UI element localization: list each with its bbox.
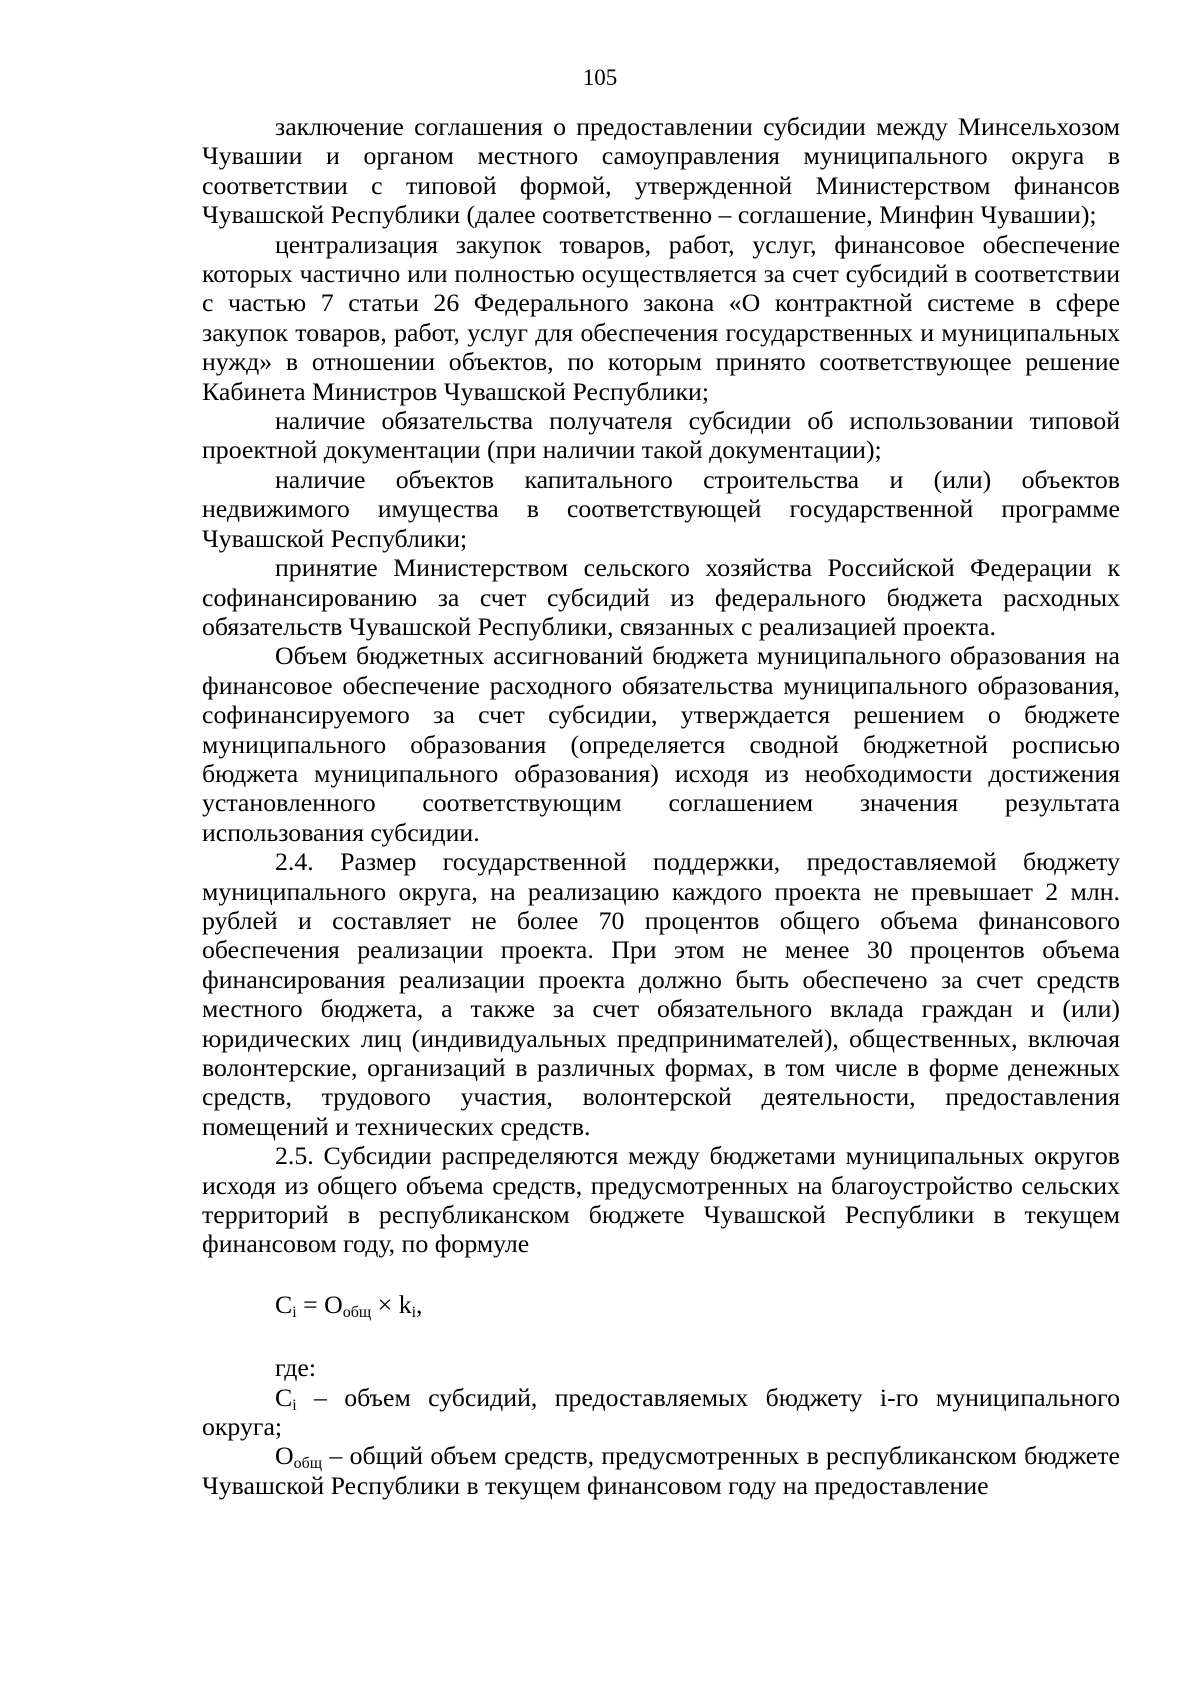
where-label: где: <box>275 1353 317 1383</box>
formula-equals: = <box>296 1289 325 1319</box>
page-number: 105 <box>582 65 618 90</box>
paragraph: централизация закупок товаров, работ, услуг, финансовое обеспечение которых частично или полностью осуществляется за счет субсидий в соответствии с частью 7 статьи 26 Федерального закона «О контрактной системе в сфере закупок товаров, работ, услуг для обеспечения государственных и муниципальных нужд» в отношении объектов, по которым принято соответствующее решение Кабинета Министров Чувашской Республики; <box>202 229 1120 406</box>
formula-o-sub: общ <box>342 1303 372 1321</box>
formula-k: k <box>398 1289 412 1319</box>
definition <box>202 1441 1120 1500</box>
paragraph: наличие объектов капитального строительства и (или) объектов недвижимого имущества в соответствующей государственной программе Чувашской Республики; <box>202 464 1120 553</box>
definition <box>202 1383 1120 1442</box>
definition-symbol-sub: общ <box>293 1455 323 1473</box>
definition-text: – общий объем средств, предусмотренных в республиканском бюджете Чувашской Республики в текущем финансовом году на предоставление <box>202 1441 1120 1500</box>
formula-c-sub: i <box>292 1303 297 1321</box>
definition-symbol: C <box>275 1382 293 1412</box>
document-body <box>202 112 1120 1500</box>
formula-tail: , <box>416 1289 423 1319</box>
paragraph: 2.4. Размер государственной поддержки, предоставляемой бюджету муниципального округа, на реализацию каждого проекта не превышает 2 млн. рублей и составляет не более 70 процентов общего объема финансового обеспечения реализации проекта. При этом не менее 30 процентов объема финансирования реализации проекта должно быть обеспечено за счет средств местного бюджета, а также за счет обязательного вклада граждан и (или) юридических лиц (индивидуальных предпринимателей), общественных, включая волонтерские, организаций в различных формах, в том числе в форме денежных средств, трудового участия, волонтерской деятельности, предоставления помещений и технических средств. <box>202 847 1120 1141</box>
formula-o: O <box>324 1289 343 1319</box>
paragraph: наличие обязательства получателя субсидии об использовании типовой проектной документации (при наличии такой документации); <box>202 406 1120 465</box>
paragraph: заключение соглашения о предоставлении субсидии между Минсельхозом Чувашии и органом местного самоуправления муниципального округа в соответствии с типовой формой, утвержденной Министерством финансов Чувашской Республики (далее соответственно – соглашение, Минфин Чувашии); <box>202 112 1120 230</box>
definition-text: – объем субсидий, предоставляемых бюджету i-го муниципального округа; <box>202 1382 1120 1442</box>
spacer <box>202 1319 1120 1353</box>
definition-symbol: O <box>275 1441 294 1471</box>
paragraph: принятие Министерством сельского хозяйства Российской Федерации к софинансированию за счет субсидий из федерального бюджета расходных обязательств Чувашской Республики, связанных с реализацией проекта. <box>202 553 1120 641</box>
formula-times: × <box>371 1289 399 1319</box>
definition-symbol-sub: i <box>292 1396 297 1414</box>
paragraph: 2.5. Субсидии распределяются между бюджетами муниципальных округов исходя из общего объема средств, предусмотренных на благоустройство сельских территорий в республиканском бюджете Чувашской Республики в текущем финансовом году, по формуле <box>202 1141 1120 1259</box>
formula-k-sub: i <box>411 1303 417 1321</box>
paragraph: Объем бюджетных ассигнований бюджета муниципального образования на финансовое обеспечение расходного обязательства муниципального образования, софинансируемого за счет субсидии, утверждается решением о бюджете муниципального образования (определяется сводной бюджетной росписью бюджета муниципального образования) исходя из необходимости достижения установленного соответствующим соглашением значения результата использования субсидии. <box>202 641 1120 847</box>
formula-c: C <box>275 1289 293 1319</box>
formula <box>202 1290 1120 1319</box>
